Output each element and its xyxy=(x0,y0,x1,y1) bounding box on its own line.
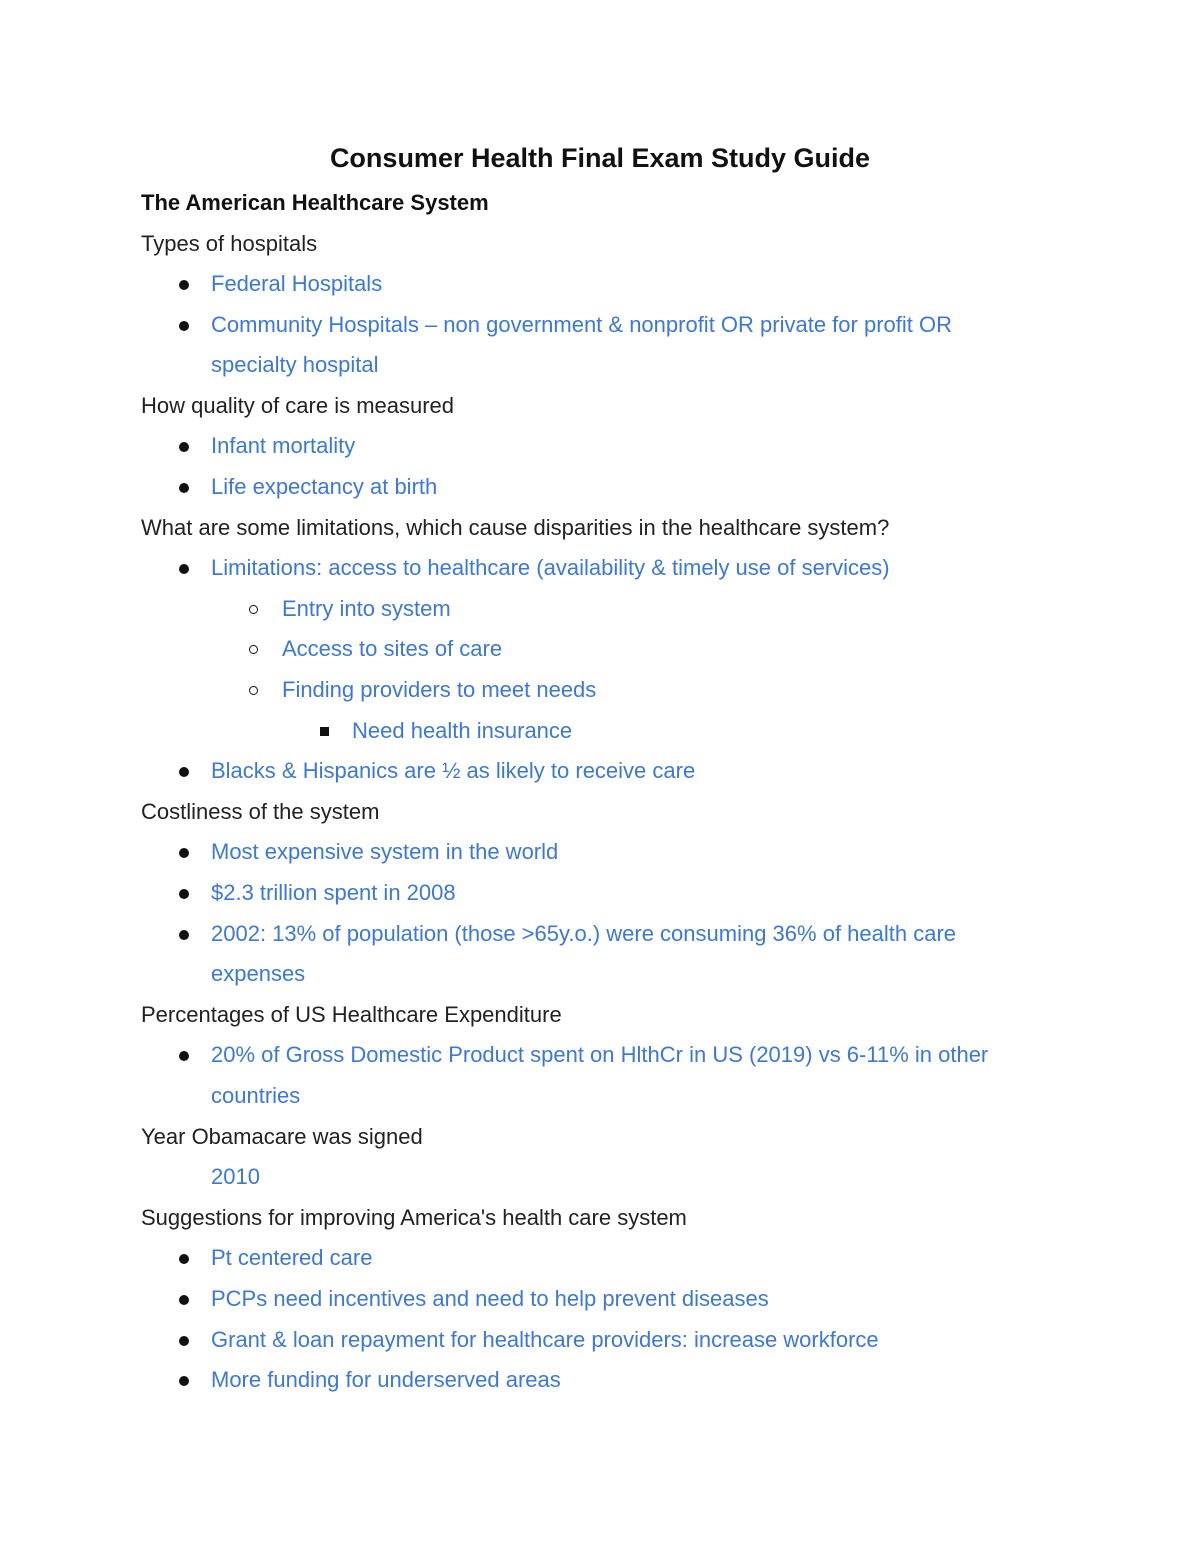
bullet-dot-icon xyxy=(179,280,189,290)
bullet-dot-icon xyxy=(179,1336,189,1346)
answer-line xyxy=(0,1157,1200,1198)
bullet-circle-icon xyxy=(249,645,258,654)
list-item xyxy=(0,305,1200,346)
question-text: Year Obamacare was signed xyxy=(141,1123,423,1149)
list-item xyxy=(0,426,1200,467)
bullet-dot-icon xyxy=(179,1376,189,1386)
list-item-text: Finding providers to meet needs xyxy=(282,677,597,703)
question-text: Costliness of the system xyxy=(141,798,380,824)
list-item xyxy=(0,1320,1200,1361)
bullet-dot-icon xyxy=(179,1051,189,1061)
list-item-text: More funding for underserved areas xyxy=(211,1367,561,1393)
sub-list-item xyxy=(0,589,1200,630)
bullet-circle-icon xyxy=(249,605,258,614)
sub-list-item xyxy=(0,629,1200,670)
bullet-dot-icon xyxy=(179,1254,189,1264)
sub-sub-list-item xyxy=(0,711,1200,752)
list-item-text: Infant mortality xyxy=(211,433,356,459)
list-item-text: PCPs need incentives and need to help prevent diseases xyxy=(211,1285,769,1311)
list-item-text: 20% of Gross Domestic Product spent on HlthCr in US (2019) vs 6-11% in other xyxy=(211,1042,989,1068)
list-item-text: Need health insurance xyxy=(352,717,573,743)
question-line xyxy=(0,1117,1200,1158)
bullet-dot-icon xyxy=(179,767,189,777)
list-item-continuation xyxy=(0,345,1200,386)
answer-text: 2010 xyxy=(211,1164,260,1190)
list-item-continuation xyxy=(0,1076,1200,1117)
list-item-continuation xyxy=(0,954,1200,995)
question-text: Percentages of US Healthcare Expenditure xyxy=(141,1001,562,1027)
list-item-text: Most expensive system in the world xyxy=(211,839,559,865)
list-item xyxy=(0,548,1200,589)
bullet-square-icon xyxy=(320,727,329,736)
question-line xyxy=(0,508,1200,549)
bullet-dot-icon xyxy=(179,889,189,899)
bullet-dot-icon xyxy=(179,442,189,452)
question-line xyxy=(0,1198,1200,1239)
sub-list-item xyxy=(0,670,1200,711)
list-item xyxy=(0,1279,1200,1320)
list-item-text: $2.3 trillion spent in 2008 xyxy=(211,880,456,905)
section-heading: The American Healthcare System xyxy=(141,190,489,215)
list-item-text: Limitations: access to healthcare (availability & timely use of services) xyxy=(211,555,890,581)
list-item-text: Pt centered care xyxy=(211,1245,373,1271)
list-item-text: Community Hospitals – non government & nonprofit OR private for profit OR xyxy=(211,311,952,337)
bullet-dot-icon xyxy=(179,483,189,493)
bullet-dot-icon xyxy=(179,930,189,940)
list-item-text: 2002: 13% of population (those >65y.o.) were consuming 36% of health care xyxy=(211,920,957,946)
question-text: How quality of care is measured xyxy=(141,392,455,418)
list-item xyxy=(0,751,1200,792)
document-title: Consumer Health Final Exam Study Guide xyxy=(329,143,871,173)
question-line xyxy=(0,386,1200,427)
bullet-dot-icon xyxy=(179,1295,189,1305)
list-item xyxy=(0,467,1200,508)
list-item xyxy=(0,1238,1200,1279)
list-item-text: Life expectancy at birth xyxy=(211,474,438,500)
bullet-dot-icon xyxy=(179,848,189,858)
list-item-text: Blacks & Hispanics are ½ as likely to receive care xyxy=(211,758,696,784)
list-item xyxy=(0,832,1200,873)
list-item-text: expenses xyxy=(211,961,306,987)
list-item-text: countries xyxy=(211,1082,301,1108)
list-item xyxy=(0,1360,1200,1401)
question-text: What are some limitations, which cause disparities in the healthcare system? xyxy=(141,514,890,540)
list-item-text: Federal Hospitals xyxy=(211,271,383,297)
bullet-dot-icon xyxy=(179,564,189,574)
list-item-text: specialty hospital xyxy=(211,352,379,378)
question-line xyxy=(0,995,1200,1036)
bullet-circle-icon xyxy=(249,686,258,695)
list-item xyxy=(0,873,1200,914)
question-text: Suggestions for improving America's health care system xyxy=(141,1204,687,1230)
study-guide-content xyxy=(0,224,1200,1401)
question-text: Types of hospitals xyxy=(141,230,318,256)
list-item xyxy=(0,914,1200,955)
list-item-text: Entry into system xyxy=(282,595,451,621)
question-line xyxy=(0,792,1200,833)
list-item xyxy=(0,1035,1200,1076)
question-line xyxy=(0,224,1200,265)
list-item xyxy=(0,264,1200,305)
list-item-text: Grant & loan repayment for healthcare providers: increase workforce xyxy=(211,1326,879,1352)
bullet-dot-icon xyxy=(179,321,189,331)
list-item-text: Access to sites of care xyxy=(282,636,503,662)
